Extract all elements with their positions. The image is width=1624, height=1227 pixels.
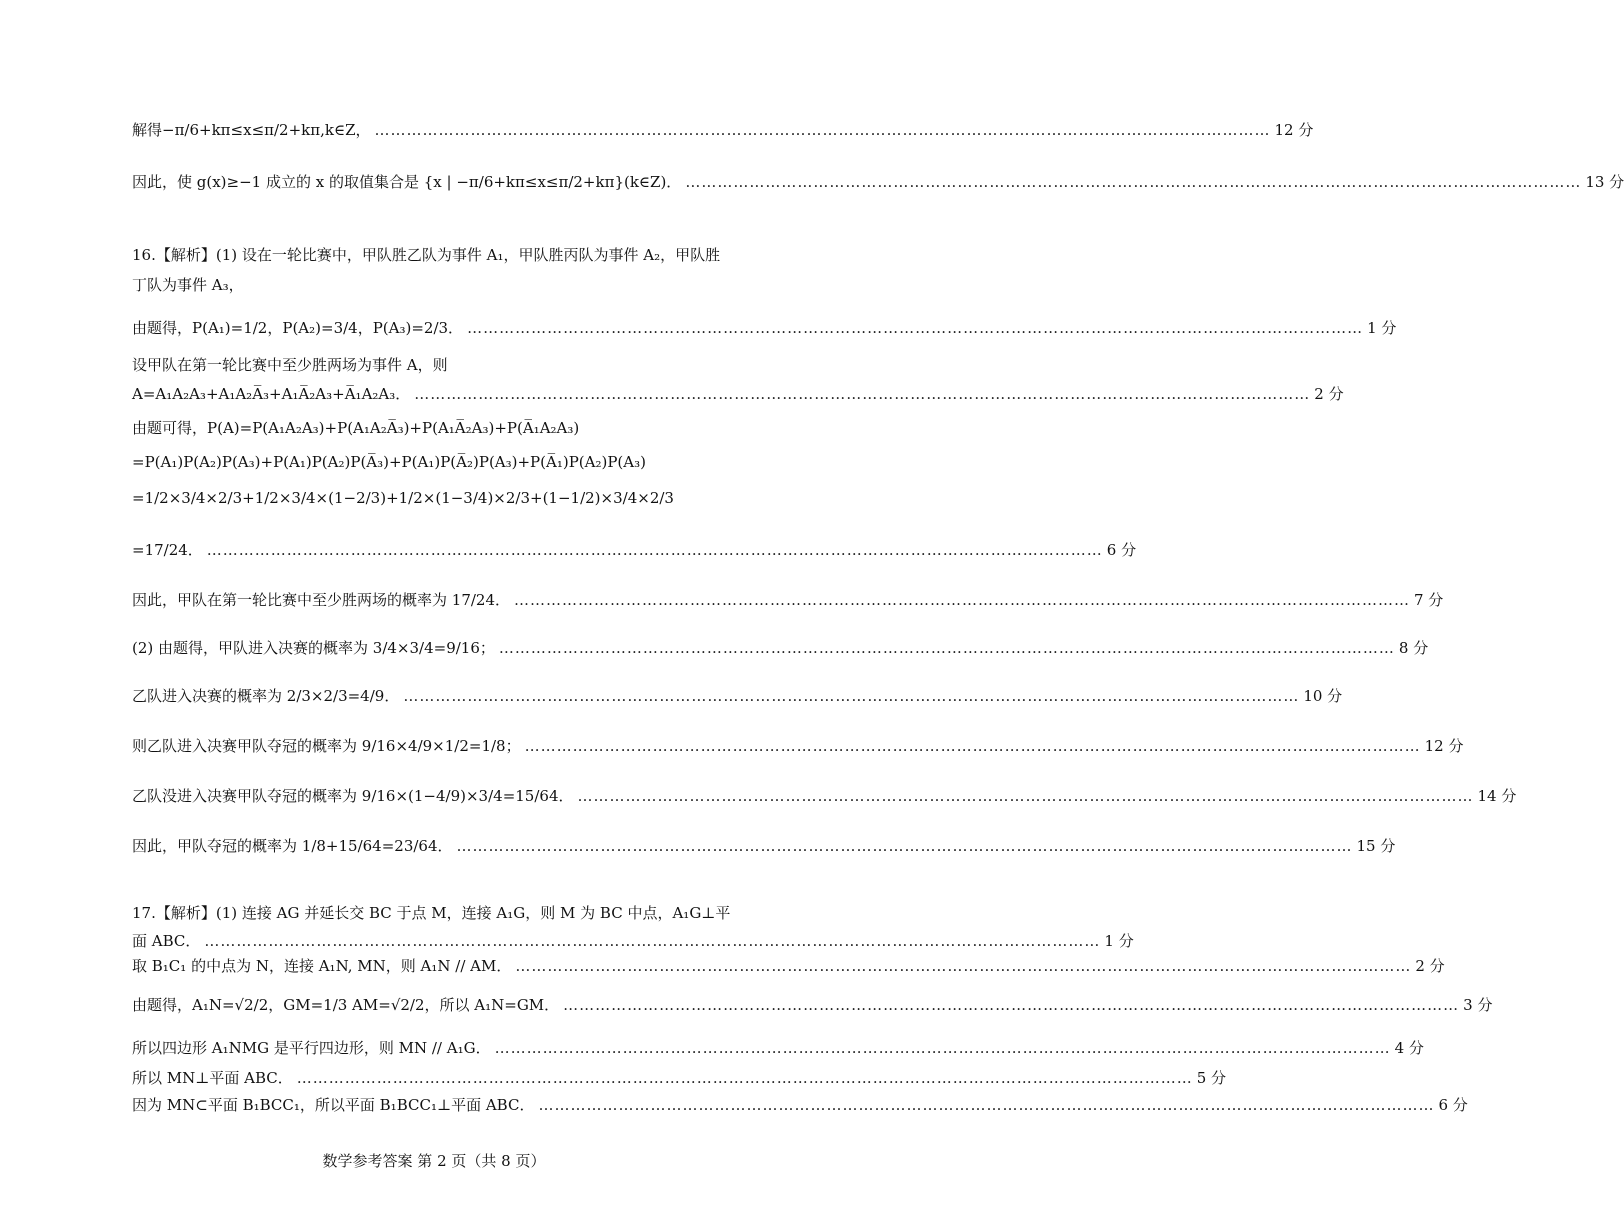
answer-line [132, 275, 738, 295]
answer-line [132, 1068, 1227, 1088]
leader-dots: …………………………………………………………………………………………………………………………………………………… [524, 737, 1421, 755]
answer-line [132, 120, 1314, 140]
leader-dots: …………………………………………………………………………………………………………………………………………………… [494, 1039, 1391, 1057]
answer-line-text: =1/2×3/4×2/3+1/2×3/4×(1−2/3)+1/2×(1−3/4)×2/3+(1−1/2)×3/4×2/3 [132, 489, 674, 507]
answer-line-text: 所以四边形 A₁NMG 是平行四边形，则 MN // A₁G． [132, 1039, 491, 1057]
answer-line [132, 172, 1624, 192]
leader-dots: …………………………………………………………………………………………………………………………………………………… [514, 591, 1410, 609]
leader-dots: …………………………………………………………………………………………………………………………………………………… [204, 932, 1101, 950]
answer-line [132, 931, 1134, 951]
score-label: 5 分 [1196, 1069, 1227, 1087]
answer-line-text: A=A₁A₂A₃+A₁A₂A̅₃+A₁A̅₂A₃+A̅₁A₂A₃． [132, 385, 411, 403]
answer-line-text: 因此，甲队夺冠的概率为 1/8+15/64=23/64． [132, 837, 453, 855]
answer-line [132, 836, 1396, 856]
answer-line [132, 488, 738, 508]
answer-line-text: =17/24． [132, 541, 203, 559]
answer-line-text: 解得−π/6+kπ≤x≤π/2+kπ,k∈Z， [132, 121, 371, 139]
answer-line [132, 540, 1137, 560]
answer-line [132, 590, 1444, 610]
answer-line-text: 16.【解析】(1) 设在一轮比赛中，甲队胜乙队为事件 A₁，甲队胜丙队为事件 A₂，甲队胜 [132, 246, 721, 264]
answer-line-text: 乙队进入决赛的概率为 2/3×2/3=4/9． [132, 687, 400, 705]
answer-line [132, 384, 1344, 404]
answer-line-text: 由题得，A₁N=√2/2，GM=1/3 AM=√2/2，所以 A₁N=GM． [132, 996, 560, 1014]
answer-line [132, 956, 1445, 976]
leader-dots: …………………………………………………………………………………………………………………………………………………… [374, 121, 1271, 139]
answer-line-text: 面 ABC． [132, 932, 201, 950]
answer-line-text: 17.【解析】(1) 连接 AG 并延长交 BC 于点 M，连接 A₁G，则 M 为 BC 中点，A₁G⊥平 [132, 904, 731, 922]
answer-line [132, 355, 738, 375]
leader-dots: …………………………………………………………………………………………………………………………………………………… [456, 837, 1353, 855]
leader-dots: …………………………………………………………………………………………………………………………………………………… [685, 173, 1582, 191]
leader-dots: …………………………………………………………………………………………………………………………………………………… [498, 639, 1395, 657]
answer-line [132, 903, 738, 923]
answer-line-text: 由题可得，P(A)=P(A₁A₂A₃)+P(A₁A₂A̅₃)+P(A₁A̅₂A₃)+P(A̅₁A₂A₃) [132, 419, 580, 437]
answer-line-text: 乙队没进入决赛甲队夺冠的概率为 9/16×(1−4/9)×3/4=15/64． [132, 787, 574, 805]
score-label: 6 分 [1438, 1096, 1468, 1114]
answer-line-text: 由题得，P(A₁)=1/2，P(A₂)=3/4，P(A₃)=2/3． [132, 319, 464, 337]
answer-line-text: 因此，甲队在第一轮比赛中至少胜两场的概率为 17/24． [132, 591, 510, 609]
score-label: 10 分 [1303, 687, 1343, 705]
answer-line-text: 因为 MN⊂平面 B₁BCC₁，所以平面 B₁BCC₁⊥平面 ABC． [132, 1096, 535, 1114]
answer-line [132, 736, 1464, 756]
answer-line [132, 452, 738, 472]
answer-line [132, 418, 738, 438]
answer-line [132, 1038, 1424, 1058]
answer-line-text: (2) 由题得，甲队进入决赛的概率为 3/4×3/4=9/16； [132, 639, 495, 657]
score-label: 7 分 [1414, 591, 1444, 609]
answer-line-text: 丁队为事件 A₃， [132, 276, 244, 294]
leader-dots: …………………………………………………………………………………………………………………………………………………… [538, 1096, 1435, 1114]
answer-line [132, 786, 1517, 806]
answer-line-text: 因此，使 g(x)≥−1 成立的 x 的取值集合是 {x | −π/6+kπ≤x≤π/2+kπ}(k∈Z)． [132, 173, 682, 191]
score-label: 2 分 [1314, 385, 1344, 403]
leader-dots: …………………………………………………………………………………………………………………………………………………… [206, 541, 1103, 559]
leader-dots: …………………………………………………………………………………………………………………………………………………… [563, 996, 1460, 1014]
leader-dots: …………………………………………………………………………………………………………………………………………………… [577, 787, 1474, 805]
score-label: 6 分 [1106, 541, 1137, 559]
page-footer: 数学参考答案 第 2 页（共 8 页） [322, 1152, 546, 1170]
answer-line-text: 取 B₁C₁ 的中点为 N，连接 A₁N, MN，则 A₁N // AM． [132, 957, 512, 975]
answer-line-text: 设甲队在第一轮比赛中至少胜两场为事件 A，则 [132, 356, 448, 374]
score-label: 1 分 [1104, 932, 1134, 950]
answer-line-text: 所以 MN⊥平面 ABC． [132, 1069, 293, 1087]
answer-line [132, 995, 1493, 1015]
answer-line [132, 1095, 1468, 1115]
answer-line-text: 则乙队进入决赛甲队夺冠的概率为 9/16×4/9×1/2=1/8； [132, 737, 521, 755]
score-label: 3 分 [1463, 996, 1493, 1014]
leader-dots: …………………………………………………………………………………………………………………………………………………… [515, 957, 1412, 975]
answer-line-text: =P(A₁)P(A₂)P(A₃)+P(A₁)P(A₂)P(A̅₃)+P(A₁)P(A̅₂)P(A₃)+P(A̅₁)P(A₂)P(A₃) [132, 453, 646, 471]
answer-line [132, 638, 1429, 658]
leader-dots: …………………………………………………………………………………………………………………………………………………… [414, 385, 1311, 403]
answer-line [132, 245, 738, 265]
leader-dots: …………………………………………………………………………………………………………………………………………………… [296, 1069, 1193, 1087]
leader-dots: …………………………………………………………………………………………………………………………………………………… [403, 687, 1300, 705]
score-label: 15 分 [1356, 837, 1396, 855]
score-label: 13 分 [1585, 173, 1624, 191]
answer-line [132, 686, 1343, 706]
score-label: 1 分 [1367, 319, 1397, 337]
answer-line [132, 318, 1397, 338]
score-label: 2 分 [1415, 957, 1445, 975]
score-label: 4 分 [1394, 1039, 1424, 1057]
score-label: 14 分 [1477, 787, 1517, 805]
score-label: 12 分 [1274, 121, 1314, 139]
score-label: 8 分 [1398, 639, 1429, 657]
leader-dots: …………………………………………………………………………………………………………………………………………………… [467, 319, 1364, 337]
score-label: 12 分 [1424, 737, 1464, 755]
